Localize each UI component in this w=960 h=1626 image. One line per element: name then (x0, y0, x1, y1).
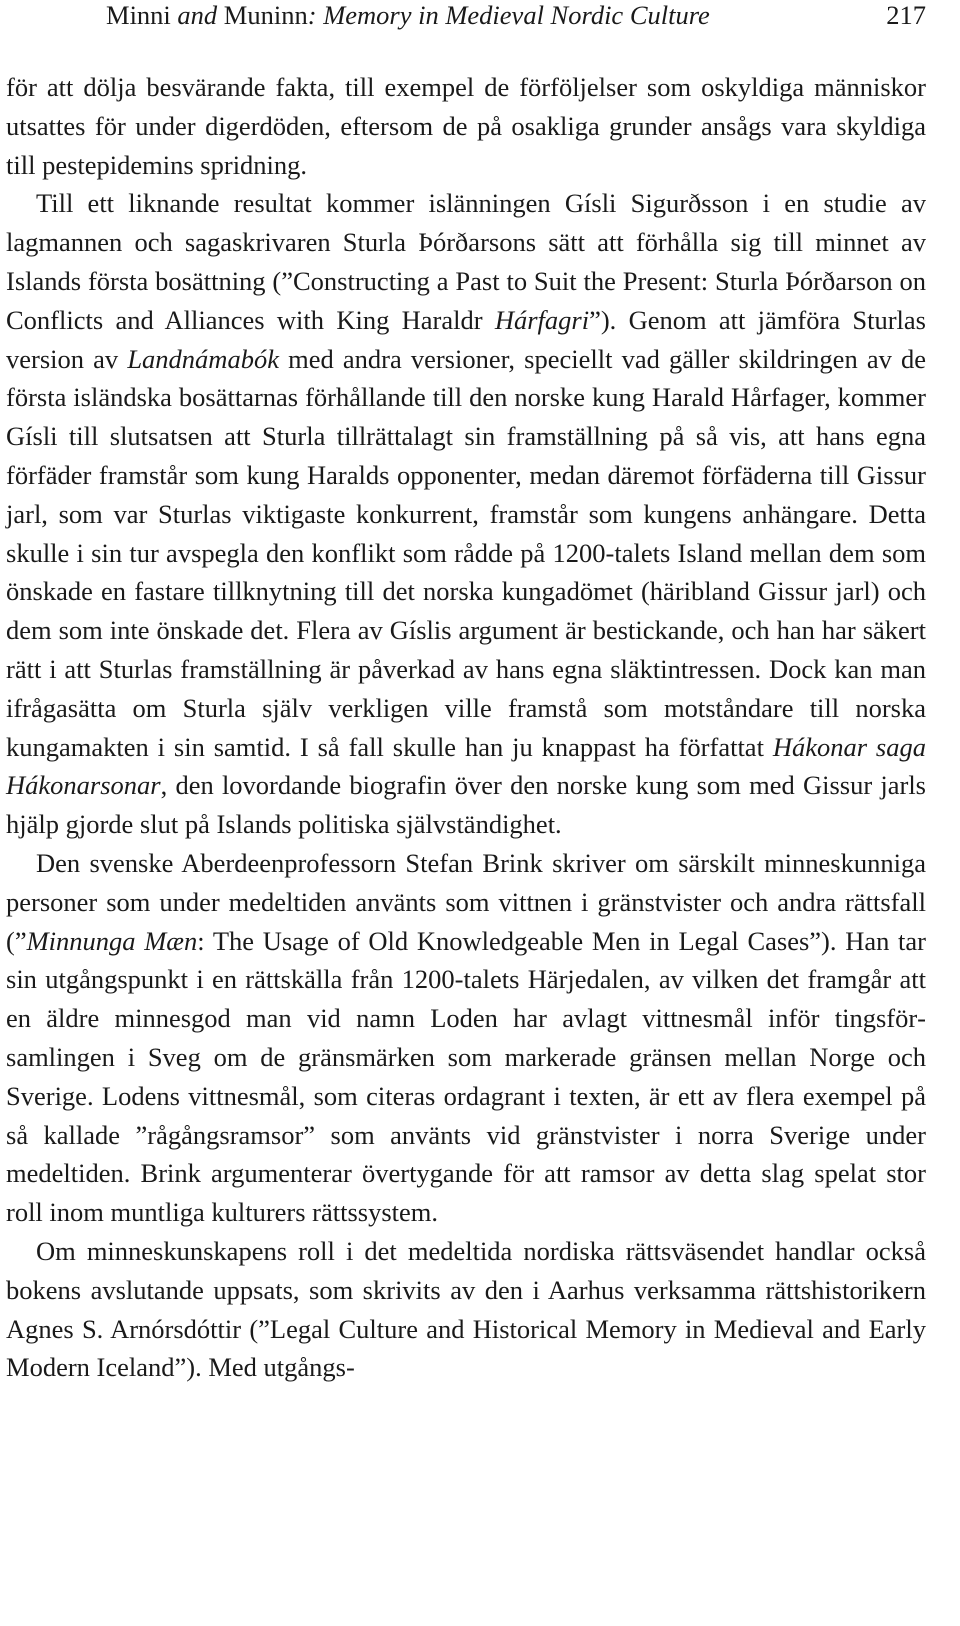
text-run: Om minneskunskapens roll i det medeltida nordiska rättsväsendet handlar också bokens avslutande uppsats, som skrivits av den i Aarhus verksamma rättshistorikern Agnes S. Arnórsdóttir (”Legal Culture and Historical Memory in Medieval and Early Modern Iceland”). Med utgångs- (6, 1235, 926, 1383)
text-run: : The Usage of Old Knowledgeable Men in Legal Cases”). Han tar sin utgångspunkt i en rättskälla från 1200-talets Härjedalen, av vilken det framgår att en äldre minnesgod man vid namn Loden har avlagt vittnesmål inför tingsförsamlingen i Sveg om de gränsmärken som markerade gränsen mellan Norge och Sverige. Lodens vittnesmål, som citeras ordagrant i texten, är ett av flera exempel på så kallade ”rågångsramsor” som använts vid gränstvister i norra Sverige under medeltiden. Brink argumenterar övertygande för att ramsor av detta slag spelat stor roll inom muntliga kulturers rättssystem. (6, 925, 927, 1228)
text-run: ”). Genom att jämföra Sturlas version av (6, 304, 926, 374)
text-run: Till ett liknande resultat kommer islänningen Gísli Sigurðsson i en studie av lagmannen och sagaskrivaren Sturla Þórðarsons sätt att förhålla sig till minnet av Islands första bosättning (”Constructing a Past to Suit the Present: Sturla Þórðarson on Conflicts and Alliances with King Haraldr (6, 188, 926, 335)
italic-text-run: Hákonar saga Hákonarsonar (6, 731, 926, 801)
paragraph (6, 844, 926, 1232)
running-head-subtitle: : Memory in Medieval Nordic Culture (307, 0, 710, 30)
italic-text-run: Minnunga Mæn (26, 925, 198, 956)
text-run: för att dölja besvärande fakta, till exempel de förföljelser som oskyldiga människor utsattes för under digerdöden, eftersom de på osakliga grunder ansågs vara skyldiga till pestepidemins spridning. (6, 72, 926, 180)
paragraph (6, 1232, 926, 1387)
text-run: , den lovordande biografin över den norske kung som med Gissur jarls hjälp gjorde slut på Islands politiska självständighet. (6, 770, 926, 840)
text-run: Den svenske Aberdeenprofessorn Stefan Brink skriver om särskilt minneskunniga personer som under medeltiden använts som vittnen i gränstvister och andra rättsfall (” (6, 847, 926, 956)
text-run: med andra versioner, speciellt vad gäller skildringen av de första isländska bosättarnas förhållande till den norske kung Harald Hårfager, kommer Gísli till slutsatsen att Sturla tillrättalagt sin framställning på så vis, att hans egna förfäder framstår som kung Haralds opponenter, medan däremot förfäderna till Gissur jarl, som var Sturlas viktigaste konkurrent, framstår som kungens anhängare. Detta skulle i sin tur avspegla den konflikt som rådde på 1200-talets Island mellan dem som önskade en fastare tillknytning till det norska kungadömet (häribland Gissur jarl) och dem som inte önskade det. Flera av Gíslis argument är bestickande, och han har säkert rätt i att Sturlas framställning är påverkad av hans egna släktintressen. Dock kan man ifrågasätta om Sturla själv verkligen ville framstå som motståndare till norska kungamakten i sin samtid. I så fall skulle han ju knappast ha författat (6, 343, 926, 762)
running-head (6, 0, 926, 30)
page-number: 217 (886, 0, 926, 30)
running-head-title: Minni and Muninn: Memory in Medieval Nordic Culture (106, 0, 710, 30)
body-text (6, 68, 926, 1387)
book-page (6, 0, 926, 1387)
italic-text-run: Landnámabók (127, 343, 279, 374)
paragraph (6, 184, 926, 844)
italic-text-run: Hárfagri (494, 304, 590, 335)
paragraph (6, 68, 926, 184)
